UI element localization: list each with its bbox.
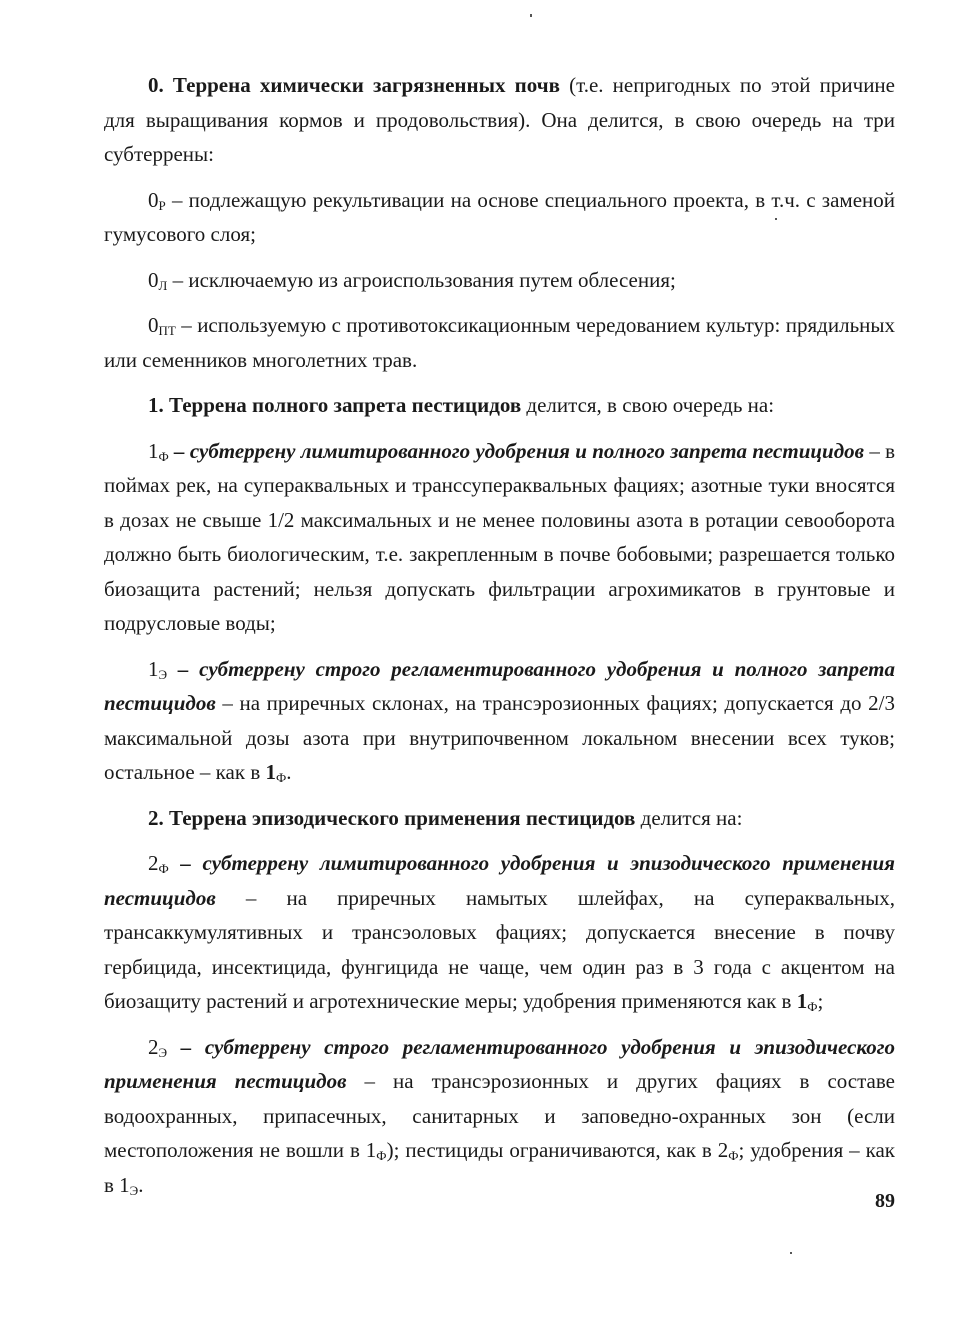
symbol: 0 (148, 267, 159, 292)
page-number: 89 (875, 1190, 895, 1212)
symbol-subscript: Л (158, 277, 168, 293)
paragraph-text: – используемую с противотоксикационным чередованием культур: прядильных или семенников многолетних трав. (104, 313, 895, 372)
reference-subscript: Ф (275, 770, 287, 785)
subterrena-title: – субтеррену лимитированного удобрения и эпизодического применения пестицидов (104, 851, 895, 910)
paragraph-text: – на трансэрозионных и других фациях в составе водоохранных, припасечных, санитарных и заповедно-охранных зон (если местоположения не вошли в (104, 1069, 895, 1162)
paragraph-terrena-0 (104, 68, 895, 172)
paragraph-text: делится, в свою очередь на: (521, 393, 775, 417)
paragraph-text: – на приречных намытых шлейфах, на супераквальных, трансаккумулятивных и трансэоловых фациях; допускается внесение в почву гербицида, инсектицида, фунгицида не чаще, чем один раз в 3 года с акцентом на биозащиту растений и агротехнические меры; удобрения применяются как в (104, 885, 895, 1013)
paragraph-text: – в поймах рек, на супераквальных и транссупераквальных фациях; азотные туки вносятся в дозах не свыше 1/2 максимальных и не менее половины азота в ротации севооборота должно быть биологическим, т.е. закрепленным в почве бобовыми; разрешается только биозащита растений; нельзя допускать фильтрации агрохимикатов в грунтовые и подрусловые воды; (104, 438, 895, 635)
symbol-subscript: Ф (158, 448, 169, 464)
symbol-subscript: Ф (158, 861, 169, 876)
paragraph-text: ); пестициды ограничиваются, как в (386, 1138, 718, 1162)
subterrena-title: – субтеррену лимитированного удобрения и полного запрета пестицидов (168, 438, 865, 463)
paragraph-terrena-2 (104, 801, 895, 836)
reference-symbol: 1 (119, 1172, 130, 1197)
paragraph-subterrena-0r (104, 183, 895, 252)
paragraph-subterrena-0pt (104, 308, 895, 377)
symbol-subscript: ПТ (158, 323, 176, 338)
heading-terrena-0: 0. Террена химически загрязненных почв (148, 73, 560, 97)
paragraph-subterrena-1e (104, 652, 895, 790)
paragraph-text: (т.е. непригодных по этой причине для выращивания кормов и продовольствия). Она делится, в свою очередь на три субтеррены: (104, 73, 895, 166)
paragraph-subterrena-0l (104, 263, 895, 298)
reference-subscript: Ф (376, 1148, 387, 1163)
paragraph-subterrena-2e (104, 1030, 895, 1203)
scan-speck (790, 1252, 792, 1254)
subterrena-title: – субтеррену строго регламентированного удобрения и полного запрета пестицидов (104, 656, 895, 715)
heading-terrena-1: 1. Террена полного запрета пестицидов (148, 393, 522, 417)
paragraph-text: – на приречных склонах, на трансэрозионных фациях; допускается до 2/3 максимальной дозы азота при внутрипочвенном локальном внесении всех туков; остальное – как в (104, 691, 895, 784)
subterrena-title: – субтеррену строго регламентированного удобрения и эпизодического применения пестицидов (104, 1034, 895, 1093)
symbol: 1 (148, 438, 159, 463)
symbol: 2 (148, 1034, 159, 1059)
symbol-subscript: Р (158, 197, 166, 213)
reference-subscript: Э (129, 1182, 139, 1198)
reference-symbol: 1 (796, 989, 808, 1013)
reference-symbol: 2 (717, 1138, 729, 1162)
paragraph-subterrena-2f (104, 846, 895, 1019)
symbol-subscript: Э (158, 666, 168, 682)
symbol: 0 (148, 187, 159, 212)
paragraph-subterrena-1f (104, 434, 895, 641)
paragraph-end: . (286, 760, 292, 784)
paragraph-text: – исключаемую из агроиспользования путем облесения; (167, 267, 676, 292)
reference-subscript: Ф (728, 1148, 739, 1163)
heading-terrena-2: 2. Террена эпизодического применения пестицидов (148, 805, 636, 830)
symbol: 0 (148, 313, 159, 337)
reference-subscript: Ф (807, 999, 818, 1014)
scan-speck (775, 218, 777, 220)
symbol: 2 (148, 851, 159, 875)
reference-symbol: 1 (365, 1138, 377, 1162)
paragraph-text: – подлежащую рекультивации на основе специального проекта, в т.ч. с заменой гумусового слоя; (104, 187, 895, 246)
symbol: 1 (148, 656, 159, 681)
paragraph-end: ; (817, 989, 824, 1013)
reference-symbol: 1 (265, 760, 276, 784)
paragraph-terrena-1 (104, 388, 895, 423)
symbol-subscript: Э (158, 1044, 168, 1060)
paragraph-text: ; удобрения – как в (104, 1138, 895, 1197)
scan-speck (530, 14, 532, 17)
paragraph-text: делится на: (635, 805, 743, 830)
paragraph-end: . (138, 1172, 144, 1197)
